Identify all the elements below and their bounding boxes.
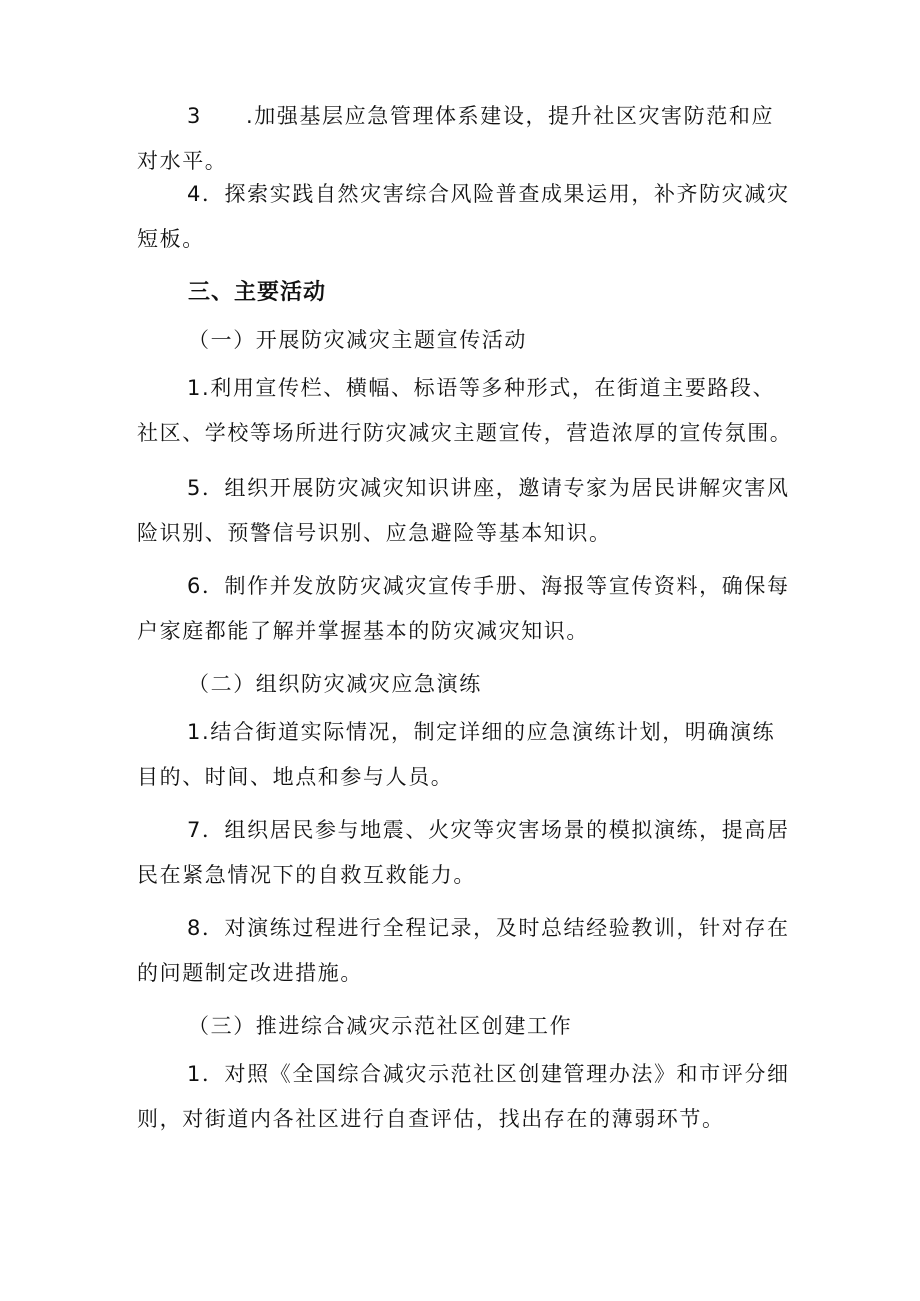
subsection-heading-1: （一）开展防灾减灾主题宣传活动 [188, 328, 527, 352]
paragraph-line: 的问题制定改进措施。 [137, 961, 363, 985]
paragraph-1-6 [137, 564, 797, 654]
subsection-heading-2: （二）组织防灾减灾应急演练 [188, 672, 482, 696]
paragraph-line: 险识别、预警信号识别、应急避险等基本知识。 [137, 521, 612, 545]
paragraph-1-5 [137, 466, 797, 556]
subsection-heading-3: （三）推进综合减灾示范社区创建工作 [188, 1014, 573, 1038]
paragraph-line: 短板。 [137, 227, 205, 251]
paragraph-line: 4．探索实践自然灾害综合风险普查成果运用，补齐防灾减灾 [187, 182, 790, 206]
paragraph-line: 8．对演练过程进行全程记录，及时总结经验教训，针对存在 [187, 916, 790, 940]
paragraph-line: 对水平。 [137, 149, 228, 173]
paragraph-item-3 [137, 94, 797, 184]
paragraph-line: 民在紧急情况下的自救互救能力。 [137, 863, 476, 887]
paragraph-line: 社区、学校等场所进行防灾减灾主题宣传，营造浓厚的宣传氛围。 [137, 421, 793, 445]
paragraph-line: 户家庭都能了解并掌握基本的防灾减灾知识。 [137, 619, 589, 643]
paragraph-2-7 [137, 808, 797, 898]
paragraph-2-8 [137, 906, 797, 996]
paragraph-line: 5．组织开展防灾减灾知识讲座，邀请专家为居民讲解灾害风 [187, 476, 790, 500]
paragraph-line: 7．组织居民参与地震、火灾等灾害场景的模拟演练，提高居 [187, 818, 790, 842]
paragraph-1-1 [137, 366, 797, 456]
paragraph-line: 则，对街道内各社区进行自查评估，找出存在的薄弱环节。 [137, 1107, 725, 1131]
section-heading: 三、主要活动 [188, 280, 327, 305]
paragraph-2-1 [137, 710, 797, 800]
item-number: 3 [187, 104, 202, 128]
paragraph-line [137, 94, 797, 139]
paragraph-3-1 [137, 1052, 797, 1142]
paragraph-line: 1.结合街道实际情况，制定详细的应急演练计划，明确演练 [187, 720, 776, 744]
paragraph-item-4 [137, 172, 797, 262]
paragraph-text: .加强基层应急管理体系建设，提升社区灾害防范和应 [245, 104, 775, 128]
paragraph-line: 1．对照《全国综合减灾示范社区创建管理办法》和市评分细 [187, 1062, 790, 1086]
paragraph-line: 目的、时间、地点和参与人员。 [137, 765, 454, 789]
paragraph-line: 6．制作并发放防灾减灾宣传手册、海报等宣传资料，确保每 [187, 574, 790, 598]
paragraph-line: 1.利用宣传栏、横幅、标语等多种形式，在街道主要路段、 [187, 376, 776, 400]
